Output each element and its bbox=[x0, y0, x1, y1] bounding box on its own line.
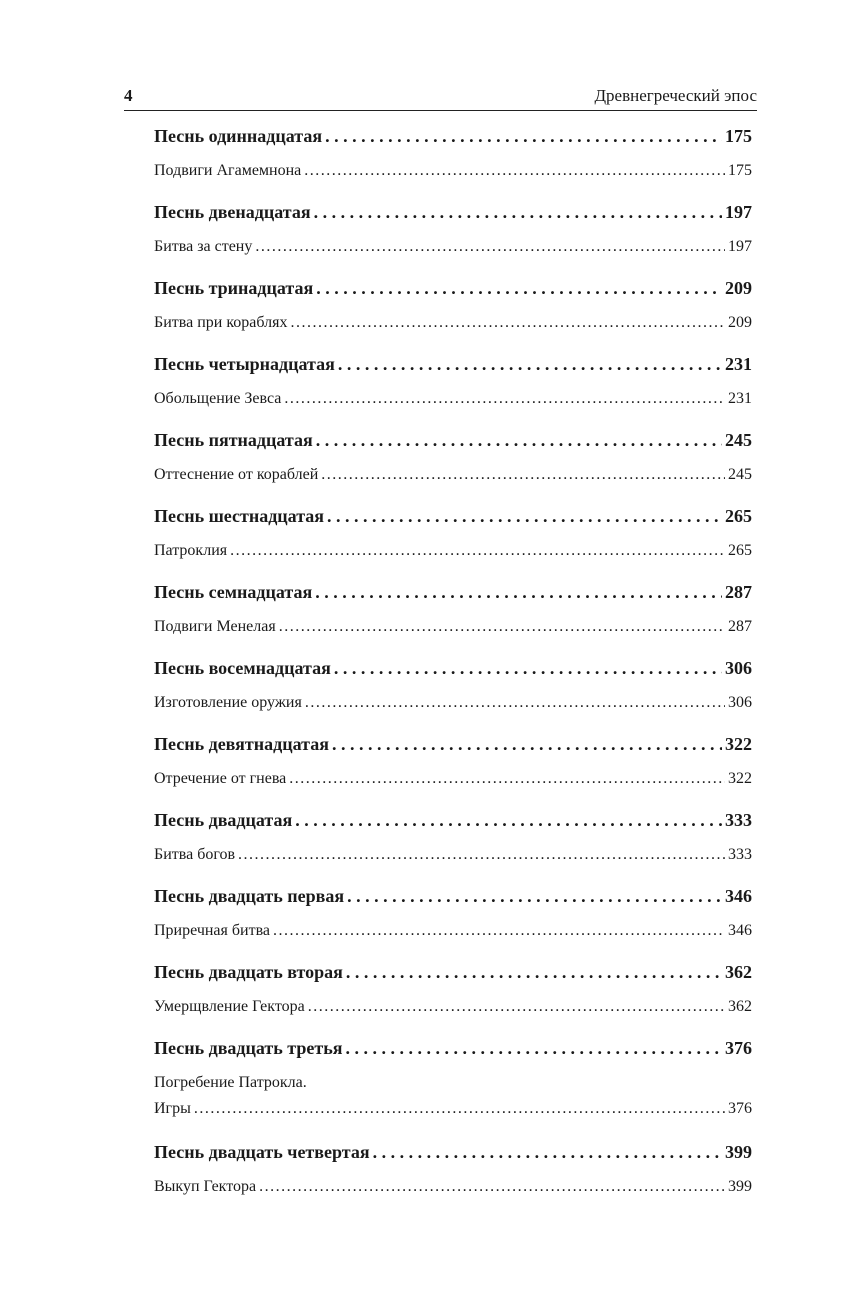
dot-leader bbox=[346, 962, 722, 983]
chapter-title: Песнь двадцать первая bbox=[154, 886, 345, 906]
dot-leader bbox=[284, 390, 725, 408]
chapter-subtitle: Отречение от гнева bbox=[154, 770, 287, 787]
dot-leader bbox=[314, 202, 722, 223]
toc-chapter-row[interactable] bbox=[154, 202, 752, 238]
dot-leader bbox=[325, 126, 722, 147]
chapter-title: Песнь одиннадцатая bbox=[154, 126, 323, 146]
subtitle-page: 175 bbox=[728, 162, 752, 179]
toc-entry bbox=[154, 658, 752, 734]
toc-entry bbox=[154, 1038, 752, 1142]
chapter-page: 175 bbox=[725, 126, 752, 146]
chapter-subtitle: Патроклия bbox=[154, 542, 228, 559]
subtitle-page: 322 bbox=[728, 770, 752, 787]
chapter-page: 362 bbox=[725, 962, 752, 982]
subtitle-page: 376 bbox=[728, 1100, 752, 1117]
chapter-subtitle-line: Погребение Патрокла. bbox=[154, 1074, 307, 1091]
subtitle-page: 346 bbox=[728, 922, 752, 939]
toc-chapter-row[interactable] bbox=[154, 126, 752, 162]
toc-entry bbox=[154, 506, 752, 582]
chapter-page: 322 bbox=[725, 734, 752, 754]
chapter-title: Песнь шестнадцатая bbox=[154, 506, 325, 526]
toc-chapter-row[interactable] bbox=[154, 278, 752, 314]
toc-subtitle-row[interactable] bbox=[154, 998, 752, 1026]
subtitle-page: 362 bbox=[728, 998, 752, 1015]
dot-leader bbox=[338, 354, 722, 375]
subtitle-page: 333 bbox=[728, 846, 752, 863]
chapter-subtitle: Битва при кораблях bbox=[154, 314, 288, 331]
subtitle-page: 399 bbox=[728, 1178, 752, 1195]
running-title: Древнегреческий эпос bbox=[594, 86, 757, 105]
chapter-title: Песнь двенадцатая bbox=[154, 202, 311, 222]
dot-leader bbox=[308, 998, 725, 1016]
toc-chapter-row[interactable] bbox=[154, 1038, 752, 1074]
chapter-title: Песнь тринадцатая bbox=[154, 278, 314, 298]
toc-entry bbox=[154, 582, 752, 658]
dot-leader bbox=[290, 314, 725, 332]
subtitle-page: 306 bbox=[728, 694, 752, 711]
subtitle-page: 265 bbox=[728, 542, 752, 559]
toc-subtitle-row[interactable] bbox=[154, 770, 752, 798]
chapter-subtitle: Подвиги Агамемнона bbox=[154, 162, 302, 179]
chapter-subtitle: Выкуп Гектора bbox=[154, 1178, 257, 1195]
chapter-subtitle: Приречная битва bbox=[154, 922, 271, 939]
subtitle-page: 287 bbox=[728, 618, 752, 635]
toc-chapter-row[interactable] bbox=[154, 430, 752, 466]
chapter-title: Песнь двадцать четвертая bbox=[154, 1142, 370, 1162]
dot-leader bbox=[255, 238, 725, 256]
chapter-subtitle: Умерщвление Гектора bbox=[154, 998, 305, 1015]
toc-subtitle-row[interactable] bbox=[154, 846, 752, 874]
dot-leader bbox=[259, 1178, 725, 1196]
chapter-page: 306 bbox=[725, 658, 752, 678]
chapter-title: Песнь пятнадцатая bbox=[154, 430, 313, 450]
chapter-subtitle: Игры bbox=[154, 1100, 191, 1117]
chapter-subtitle: Изготовление оружия bbox=[154, 694, 302, 711]
toc-subtitle-row[interactable] bbox=[154, 466, 752, 494]
dot-leader bbox=[373, 1142, 722, 1163]
chapter-title: Песнь девятнадцатая bbox=[154, 734, 329, 754]
chapter-subtitle: Битва богов bbox=[154, 846, 236, 863]
toc-entry bbox=[154, 354, 752, 430]
toc-subtitle-row[interactable] bbox=[154, 694, 752, 722]
dot-leader bbox=[295, 810, 722, 831]
toc-chapter-row[interactable] bbox=[154, 506, 752, 542]
toc-subtitle-row[interactable] bbox=[154, 922, 752, 950]
toc-entry bbox=[154, 1142, 752, 1218]
toc-chapter-row[interactable] bbox=[154, 1142, 752, 1178]
toc-entry bbox=[154, 126, 752, 202]
toc-chapter-row[interactable] bbox=[154, 962, 752, 998]
subtitle-page: 231 bbox=[728, 390, 752, 407]
dot-leader bbox=[334, 658, 722, 679]
toc-entry bbox=[154, 734, 752, 810]
dot-leader bbox=[315, 582, 722, 603]
dot-leader bbox=[316, 278, 722, 299]
chapter-title: Песнь семнадцатая bbox=[154, 582, 313, 602]
dot-leader bbox=[305, 694, 725, 712]
toc-chapter-row[interactable] bbox=[154, 354, 752, 390]
dot-leader bbox=[194, 1100, 725, 1118]
dot-leader bbox=[230, 542, 725, 560]
chapter-page: 287 bbox=[725, 582, 752, 602]
chapter-page: 346 bbox=[725, 886, 752, 906]
toc-subtitle-row[interactable] bbox=[154, 314, 752, 342]
toc-chapter-row[interactable] bbox=[154, 886, 752, 922]
chapter-page: 333 bbox=[725, 810, 752, 830]
toc-chapter-row[interactable] bbox=[154, 582, 752, 618]
toc-entry bbox=[154, 886, 752, 962]
chapter-subtitle: Обольщение Зевса bbox=[154, 390, 282, 407]
dot-leader bbox=[273, 922, 725, 940]
toc-subtitle-row[interactable] bbox=[154, 390, 752, 418]
dot-leader bbox=[304, 162, 725, 180]
toc-subtitle-row[interactable] bbox=[154, 238, 752, 266]
chapter-subtitle: Битва за стену bbox=[154, 238, 253, 255]
chapter-page: 197 bbox=[725, 202, 752, 222]
chapter-page: 231 bbox=[725, 354, 752, 374]
toc-subtitle-row[interactable] bbox=[154, 1100, 752, 1128]
chapter-subtitle: Подвиги Менелая bbox=[154, 618, 276, 635]
chapter-page: 245 bbox=[725, 430, 752, 450]
toc-entry bbox=[154, 202, 752, 278]
toc-entry bbox=[154, 810, 752, 886]
dot-leader bbox=[345, 1038, 722, 1059]
table-of-contents bbox=[154, 126, 752, 1218]
chapter-page: 399 bbox=[725, 1142, 752, 1162]
dot-leader bbox=[327, 506, 722, 527]
toc-subtitle-row[interactable] bbox=[154, 1178, 752, 1206]
page-number: 4 bbox=[124, 86, 133, 105]
dot-leader bbox=[238, 846, 725, 864]
toc-entry bbox=[154, 962, 752, 1038]
dot-leader bbox=[279, 618, 725, 636]
toc-entry bbox=[154, 278, 752, 354]
running-header bbox=[124, 80, 757, 111]
chapter-page: 209 bbox=[725, 278, 752, 298]
toc-chapter-row[interactable] bbox=[154, 810, 752, 846]
dot-leader bbox=[289, 770, 725, 788]
chapter-title: Песнь двадцать вторая bbox=[154, 962, 343, 982]
chapter-page: 265 bbox=[725, 506, 752, 526]
toc-subtitle-row[interactable] bbox=[154, 542, 752, 570]
chapter-title: Песнь четырнадцатая bbox=[154, 354, 335, 374]
toc-chapter-row[interactable] bbox=[154, 734, 752, 770]
subtitle-page: 209 bbox=[728, 314, 752, 331]
chapter-page: 376 bbox=[725, 1038, 752, 1058]
chapter-subtitle: Оттеснение от кораблей bbox=[154, 466, 319, 483]
dot-leader bbox=[347, 886, 722, 907]
chapter-title: Песнь двадцатая bbox=[154, 810, 293, 830]
subtitle-page: 245 bbox=[728, 466, 752, 483]
chapter-title: Песнь двадцать третья bbox=[154, 1038, 343, 1058]
toc-subtitle-row[interactable] bbox=[154, 618, 752, 646]
subtitle-page: 197 bbox=[728, 238, 752, 255]
chapter-title: Песнь восемнадцатая bbox=[154, 658, 331, 678]
dot-leader bbox=[316, 430, 722, 451]
dot-leader bbox=[332, 734, 722, 755]
toc-subtitle-row[interactable] bbox=[154, 162, 752, 190]
toc-entry bbox=[154, 430, 752, 506]
dot-leader bbox=[321, 466, 725, 484]
toc-chapter-row[interactable] bbox=[154, 658, 752, 694]
